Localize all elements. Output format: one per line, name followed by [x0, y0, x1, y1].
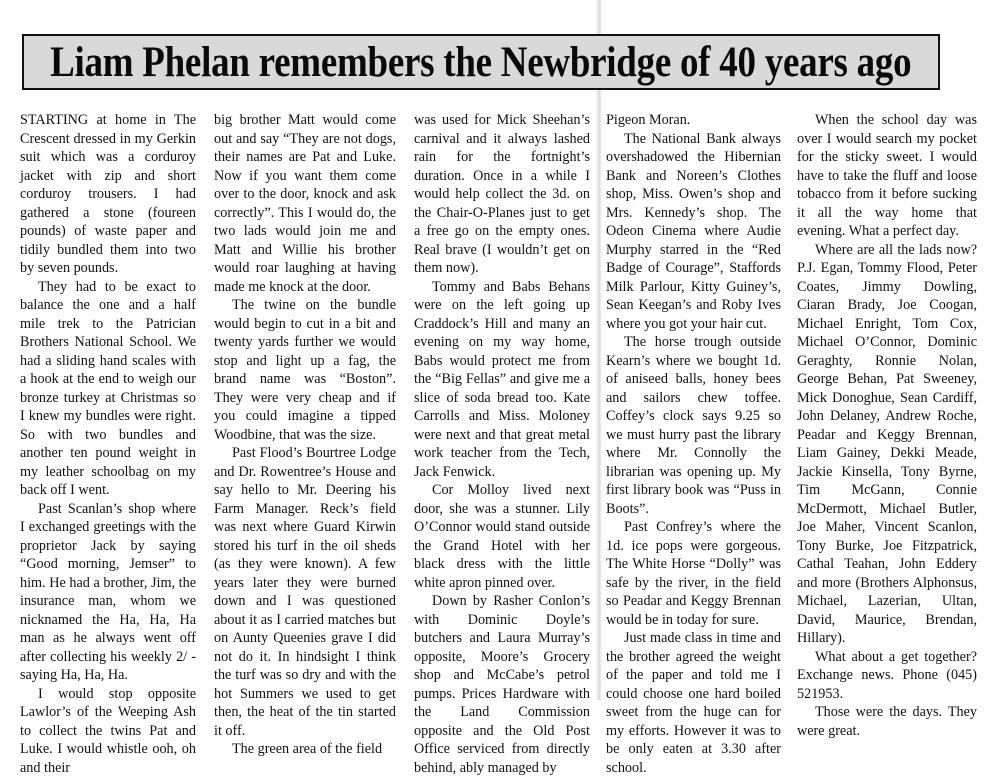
paragraph: Down by Rasher Conlon’s with Dominic Doyle’s butchers and Laura Murray’s opposite, Moore’s Grocery shop and McCabe’s petrol pumps. Prices Hardware with the Land Commission opposite and the Old Post Office serviced from directly behind, ably managed by [414, 592, 590, 777]
paragraph: Cor Molloy lived next door, she was a stunner. Lily O’Connor would stand outside the Grand Hotel with her black dress with the little white apron pinned over. [414, 481, 590, 592]
paragraph: STARTING at home in The Crescent dressed in my Gerkin suit which was a corduroy jacket with zip and short corduroy trousers. I had gathered a stone (foureen pounds) of waste paper and tidily bundled them into two by seven pounds. [20, 111, 196, 278]
paragraph: I would stop opposite Lawlor’s of the Weeping Ash to collect the twins Pat and Luke. I would whistle ooh, oh and their [20, 685, 196, 777]
paragraph: When the school day was over I would search my pocket for the sticky sweet. I would have to take the fluff and loose tobacco from it before sucking it all the way home that evening. What a perfect day. [797, 111, 977, 241]
headline: Liam Phelan remembers the Newbridge of 40 years ago [50, 38, 911, 87]
paragraph: They had to be exact to balance the one and a half mile trek to the Patrician Brothers National School. We had a sliding hand scales with a hook at the end to weigh our bronze turkey at Christmas so I knew my bundles were right. So with two bundles and another ten pound weight in my leather schoolbag on my back off I went. [20, 278, 196, 500]
paragraph: The horse trough outside Kearn’s where we bought 1d. of aniseed balls, honey bees and sailors chew toffee. Coffey’s clock says 9.25 so we must hurry past the library where Mr. Connolly the librarian was opening up. My first library book was “Puss in Boots”. [606, 333, 781, 518]
paragraph: The twine on the bundle would begin to cut in a bit and twenty yards further we would stop and light up a fag, the brand name was “Boston”. They were very cheap and if you could imagine a tipped Woodbine, that was the size. [214, 296, 396, 444]
paragraph: Those were the days. They were great. [797, 703, 977, 740]
article-column-3 [414, 111, 590, 691]
paragraph: Pigeon Moran. [606, 111, 781, 130]
paragraph: Just made class in time and the brother agreed the weight of the paper and told me I could choose one hard boiled sweet from the huge can for my efforts. However it was to be only eaten at 3.30 after school. [606, 629, 781, 777]
article-column-2 [214, 111, 396, 691]
paragraph: The National Bank always overshadowed the Hibernian Bank and Noreen’s Clothes shop, Miss. Owen’s shop and Mrs. Kennedy’s shop. The Odeon Cinema where Audie Murphy starred in the “Red Badge of Courage”, Staffords Milk Parlour, Kitty Guiney’s, Sean Keegan’s and Roby Ives where you got your hair cut. [606, 130, 781, 334]
headline-box [22, 34, 940, 90]
article-column-1 [20, 111, 196, 691]
paragraph: Past Scanlan’s shop where I exchanged greetings with the proprietor Jack by saying “Good morning, Jemser” to him. He had a brother, Jim, the insurance man, whom we nicknamed the Ha, Ha, Ha man as he always went off after collecting his weekly 2/ - saying Ha, Ha, Ha. [20, 500, 196, 685]
page-fold [596, 0, 602, 700]
article-column-5 [797, 111, 977, 691]
paragraph: Where are all the lads now? P.J. Egan, Tommy Flood, Peter Coates, Jimmy Dowling, Ciaran Brady, Joe Coogan, Michael Enright, Tom Cox, Michael O’Connor, Dominic Geraghty, Ronnie Nolan, George Behan, Pat Sweeney, Mick Donoghue, Sean Cardiff, John Delaney, Andrew Roche, Peadar and Keggy Brennan, Liam Gainey, Dekki Meade, Jackie Kinsella, Tony Byrne, Tim McGann, Connie McDermott, Michael Butler, Joe Maher, Vincent Scanlon, Tony Burke, Joe Fitzpatrick, Cathal Teahan, John Eddery and more (Brothers Alphonsus, Michael, Lazerian, Ultan, David, Maurice, Brendan, Hillary). [797, 241, 977, 648]
paragraph: Tommy and Babs Behans were on the left going up Craddock’s Hill and many an evening on my way home, Babs would protect me from the “Big Fellas” and give me a slice of soda bread too. Kate Carrolls and Miss. Moloney were next and that great metal work teacher from the Tech, Jack Fenwick. [414, 278, 590, 482]
paragraph: Past Flood’s Bourtree Lodge and Dr. Rowentree’s House and say hello to Mr. Deering his Farm Manager. Reck’s field was next where Guard Kirwin stored his turf in the oil sheds (as they were known). A few years later they were burned down and I was questioned about it as I carried matches but on Aunty Queenies grave I did not do it. In hindsight I think the turf was so dry and with the hot Summers we used to get then, the heat of the tin started it off. [214, 444, 396, 740]
paragraph: Past Confrey’s where the 1d. ice pops were gorgeous. The White Horse “Dolly” was safe by the river, in the field so Peadar and Keggy Brennan would be in today for sure. [606, 518, 781, 629]
paragraph: was used for Mick Sheehan’s carnival and it always lashed rain for the fortnight’s duration. Once in a while I would help collect the 3d. on the Chair-O-Planes just to get a free go on the empty ones. Real brave (I wouldn’t get on them now). [414, 111, 590, 278]
paragraph: The green area of the field [214, 740, 396, 759]
article-column-4 [606, 111, 781, 691]
paragraph: big brother Matt would come out and say “They are not dogs, their names are Pat and Luke. Now if you want them come over to the door, knock and ask correctly”. This I would do, the two lads would join me and Matt and Willie his brother would roar laughing at having made me knock at the door. [214, 111, 396, 296]
paragraph: What about a get together? Exchange news. Phone (045) 521953. [797, 648, 977, 704]
